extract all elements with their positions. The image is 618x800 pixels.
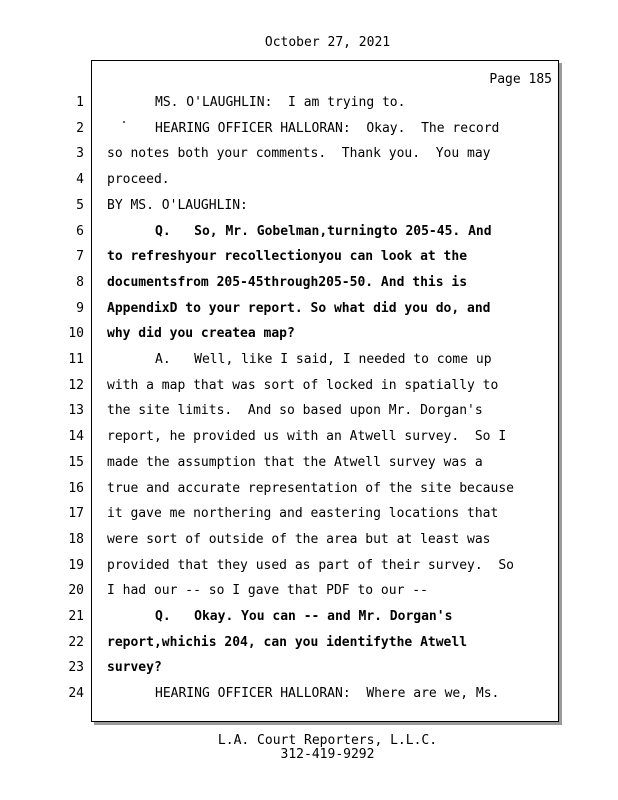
line-number: 12 bbox=[68, 378, 84, 393]
line-number: 15 bbox=[68, 455, 84, 470]
line-number: 2 bbox=[76, 121, 84, 136]
transcript-line: to refreshyour recollectionyou can look at the bbox=[107, 249, 468, 264]
line-number: 5 bbox=[76, 198, 84, 213]
footer-company: L.A. Court Reporters, L.L.C. bbox=[217, 733, 438, 748]
line-number: 3 bbox=[76, 146, 84, 161]
line-number: 8 bbox=[76, 275, 84, 290]
transcript-line: Q. So, Mr. Gobelman,turningto 205-45. And bbox=[155, 224, 492, 239]
transcript-line: the site limits. And so based upon Mr. Dorgan's bbox=[107, 403, 483, 418]
line-number: 11 bbox=[68, 352, 84, 367]
transcript-line: survey? bbox=[107, 660, 162, 675]
transcript-line: true and accurate representation of the site because bbox=[107, 481, 514, 496]
line-number: 18 bbox=[68, 532, 84, 547]
line-number: 22 bbox=[68, 635, 84, 650]
transcript-line: so notes both your comments. Thank you. You may bbox=[107, 146, 491, 161]
line-number: 13 bbox=[68, 403, 84, 418]
line-number: 4 bbox=[76, 172, 84, 187]
line-number: 9 bbox=[76, 301, 84, 316]
transcript-line: I had our -- so I gave that PDF to our -- bbox=[107, 583, 428, 598]
line-number: 14 bbox=[68, 429, 84, 444]
line-number: 1 bbox=[76, 95, 84, 110]
line-number: 19 bbox=[68, 558, 84, 573]
transcript-line: with a map that was sort of locked in spatially to bbox=[107, 378, 499, 393]
transcript-line: HEARING OFFICER HALLORAN: Okay. The record bbox=[155, 121, 500, 136]
speck-mark bbox=[123, 121, 125, 123]
transcript-line: A. Well, like I said, I needed to come up bbox=[155, 352, 492, 367]
transcript-line: report, he provided us with an Atwell survey. So I bbox=[107, 429, 507, 444]
transcript-line: made the assumption that the Atwell survey was a bbox=[107, 455, 483, 470]
transcript-line: AppendixD to your report. So what did you do, and bbox=[107, 301, 491, 316]
line-number: 20 bbox=[68, 583, 84, 598]
line-number: 17 bbox=[68, 506, 84, 521]
transcript-line: provided that they used as part of their survey. So bbox=[107, 558, 514, 573]
line-number: 24 bbox=[68, 686, 84, 701]
header-date: October 27, 2021 bbox=[264, 35, 391, 50]
line-number: 23 bbox=[68, 660, 84, 675]
footer-phone: 312-419-9292 bbox=[280, 747, 375, 762]
line-number: 10 bbox=[68, 326, 84, 341]
transcript-line: were sort of outside of the area but at least was bbox=[107, 532, 491, 547]
transcript-line: proceed. bbox=[107, 172, 170, 187]
line-number: 21 bbox=[68, 609, 84, 624]
transcript-line: documentsfrom 205-45through205-50. And this is bbox=[107, 275, 468, 290]
transcript-line: it gave me northering and eastering locations that bbox=[107, 506, 499, 521]
line-number: 6 bbox=[76, 224, 84, 239]
page-number: Page 185 bbox=[489, 72, 552, 87]
transcript-line: report,whichis 204, can you identifythe Atwell bbox=[107, 635, 468, 650]
transcript-line: HEARING OFFICER HALLORAN: Where are we, Ms. bbox=[155, 686, 500, 701]
transcript-line: why did you createa map? bbox=[107, 326, 295, 341]
transcript-line: Q. Okay. You can -- and Mr. Dorgan's bbox=[155, 609, 453, 624]
line-number: 16 bbox=[68, 481, 84, 496]
transcript-line: MS. O'LAUGHLIN: I am trying to. bbox=[155, 95, 406, 110]
transcript-line: BY MS. O'LAUGHLIN: bbox=[107, 198, 248, 213]
line-number: 7 bbox=[76, 249, 84, 264]
